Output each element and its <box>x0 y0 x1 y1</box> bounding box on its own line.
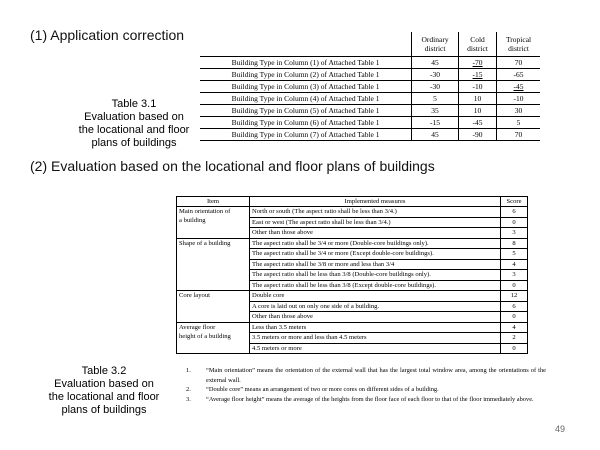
correction-value <box>458 81 496 93</box>
correction-value <box>412 57 459 69</box>
implemented-measure: North or south (The aspect ratio shall be less than 3/4.) <box>250 207 501 218</box>
score: 2 <box>501 333 528 344</box>
value-text: -30 <box>430 81 441 91</box>
value-text: 5 <box>433 93 437 103</box>
table2-header-score: Score <box>501 197 528 207</box>
correction-value <box>497 117 540 129</box>
score: 3 <box>501 228 528 239</box>
caption-line: Table 3.1 <box>111 98 157 110</box>
building-type-label: Building Type in Column (7) of Attached Table 1 <box>200 129 412 141</box>
correction-value <box>412 129 459 141</box>
implemented-measure: 4.5 meters or more <box>250 343 501 354</box>
value-text: 35 <box>431 105 439 115</box>
section-2-title: (2) Evaluation based on the locational and floor plans of buildings <box>30 158 435 174</box>
value-text: -70 <box>472 57 483 67</box>
value-text: -10 <box>513 93 524 103</box>
item-line: height of a building <box>179 332 231 340</box>
score: 0 <box>501 312 528 323</box>
implemented-measure: 3.5 meters or more and less than 4.5 meters <box>250 333 501 344</box>
value-text: 5 <box>516 117 521 127</box>
section-1-title: (1) Application correction <box>30 27 185 43</box>
application-correction-table <box>200 32 540 141</box>
correction-value <box>458 69 496 81</box>
implemented-measure: A core is laid out on only one side of a building. <box>250 301 501 312</box>
building-type-label: Building Type in Column (6) of Attached Table 1 <box>200 117 412 129</box>
implemented-measure: The aspect ratio shall be less than 3/8 (Except double-core buildings). <box>250 280 501 291</box>
table1-header-blank <box>200 32 412 57</box>
score: 0 <box>501 343 528 354</box>
item-line: Shape of a building <box>179 239 231 247</box>
caption-line: the locational and floor <box>78 124 190 136</box>
evaluation-item <box>177 291 250 323</box>
correction-value <box>497 81 540 93</box>
correction-value <box>412 117 459 129</box>
correction-value <box>412 81 459 93</box>
implemented-measure: Double core <box>250 291 501 302</box>
table1-row <box>200 57 540 69</box>
value-text: -45 <box>472 117 483 127</box>
value-text: -45 <box>513 81 524 91</box>
table2-row <box>177 238 528 249</box>
score: 8 <box>501 238 528 249</box>
value-text: 10 <box>473 93 482 103</box>
building-type-label: Building Type in Column (2) of Attached Table 1 <box>200 69 412 81</box>
table1-row <box>200 129 540 141</box>
score: 0 <box>501 280 528 291</box>
correction-value <box>497 129 540 141</box>
header-line: district <box>467 44 488 53</box>
value-text: -15 <box>472 69 483 79</box>
correction-value <box>412 93 459 105</box>
correction-value <box>497 69 540 81</box>
note-number: 1. <box>186 367 191 374</box>
value-text: 45 <box>431 129 439 139</box>
item-line: Main orientation of <box>179 208 231 215</box>
table2-row <box>177 291 528 302</box>
caption-line: Evaluation based on <box>84 111 184 123</box>
score: 3 <box>501 270 528 281</box>
correction-value <box>412 69 459 81</box>
note-text: “Main orientation” means the orientation of the external wall that has the largest total window area, among the orientations of the external wall. <box>206 367 546 384</box>
value-text: 45 <box>431 57 439 67</box>
building-type-label: Building Type in Column (1) of Attached Table 1 <box>200 57 412 69</box>
table1-row <box>200 81 540 93</box>
item-line: a building <box>179 217 206 224</box>
implemented-measure: East or west (The aspect ratio shall be less than 3/4.) <box>250 217 501 228</box>
note-item <box>186 385 546 395</box>
header-line: Tropical <box>505 35 532 44</box>
note-number: 2. <box>186 386 191 394</box>
score: 12 <box>501 291 528 302</box>
value-text: 70 <box>514 57 523 67</box>
building-type-label: Building Type in Column (5) of Attached Table 1 <box>200 105 412 117</box>
table1-header-tropical <box>497 32 540 57</box>
building-type-label: Building Type in Column (3) of Attached Table 1 <box>200 81 412 93</box>
header-line: district <box>508 44 529 53</box>
score: 4 <box>501 322 528 333</box>
correction-value <box>458 129 496 141</box>
value-text: 70 <box>514 129 523 139</box>
table-3-1-caption <box>70 98 198 150</box>
implemented-measure: Less than 3.5 meters <box>250 322 501 333</box>
table1-header-ordinary <box>412 32 459 57</box>
evaluation-item <box>177 322 250 354</box>
implemented-measure: The aspect ratio shall be 3/8 or more and less than 3/4 <box>250 259 501 270</box>
table-3-2-caption <box>36 365 172 417</box>
value-text: -65 <box>513 69 524 79</box>
evaluation-item <box>177 207 250 239</box>
table2-row <box>177 322 528 333</box>
implemented-measure: Other than those above <box>250 228 501 239</box>
note-item <box>186 395 546 405</box>
table1-header-cold <box>458 32 496 57</box>
table2-row <box>177 207 528 218</box>
correction-value <box>458 57 496 69</box>
score: 5 <box>501 249 528 260</box>
correction-value <box>458 105 496 117</box>
correction-value <box>497 105 540 117</box>
caption-line: plans of buildings <box>91 137 177 149</box>
score: 6 <box>501 207 528 218</box>
header-line: Cold <box>470 35 485 44</box>
header-line: district <box>424 44 446 53</box>
score: 6 <box>501 301 528 312</box>
value-text: -15 <box>430 117 441 127</box>
table-notes <box>186 366 546 404</box>
building-type-label: Building Type in Column (4) of Attached Table 1 <box>200 93 412 105</box>
value-text: 10 <box>473 105 482 115</box>
correction-value <box>458 93 496 105</box>
correction-value <box>497 93 540 105</box>
note-item <box>186 366 546 385</box>
implemented-measure: The aspect ratio shall be 3/4 or more (Double-core buildings only). <box>250 238 501 249</box>
table1-row <box>200 105 540 117</box>
implemented-measure: The aspect ratio shall be less than 3/8 (Double-core buildings only). <box>250 270 501 281</box>
caption-line: Table 3.2 <box>81 365 127 377</box>
value-text: -30 <box>430 69 441 79</box>
note-number: 3. <box>186 395 191 403</box>
table1-row <box>200 117 540 129</box>
value-text: -90 <box>472 129 483 139</box>
caption-line: the locational and floor <box>48 391 160 403</box>
note-text: “Double core” means an arrangement of two or more cores on different sides of a building. <box>206 386 439 394</box>
table2-header-item: Item <box>177 197 250 207</box>
evaluation-item <box>177 238 250 291</box>
page-number: 49 <box>555 424 566 434</box>
item-line: Core layout <box>179 292 210 299</box>
correction-value <box>412 105 459 117</box>
caption-line: Evaluation based on <box>54 378 154 390</box>
item-line: Average floor <box>179 323 216 331</box>
table2-header-measures: Implemented measures <box>250 197 501 207</box>
caption-line: plans of buildings <box>61 404 147 416</box>
header-line: Ordinary <box>421 35 449 44</box>
score: 0 <box>501 217 528 228</box>
locational-evaluation-table <box>176 196 528 354</box>
value-text: -10 <box>472 81 483 91</box>
implemented-measure: Other than those above <box>250 312 501 323</box>
correction-value <box>497 57 540 69</box>
implemented-measure: The aspect ratio shall be 3/4 or more (Except double-core buildings). <box>250 249 501 260</box>
value-text: 30 <box>514 105 523 115</box>
table1-row <box>200 69 540 81</box>
score: 4 <box>501 259 528 270</box>
note-text: “Average floor height” means the average of the heights from the floor face of each floor to that of the floor immediately above. <box>206 395 534 403</box>
correction-value <box>458 117 496 129</box>
table1-row <box>200 93 540 105</box>
